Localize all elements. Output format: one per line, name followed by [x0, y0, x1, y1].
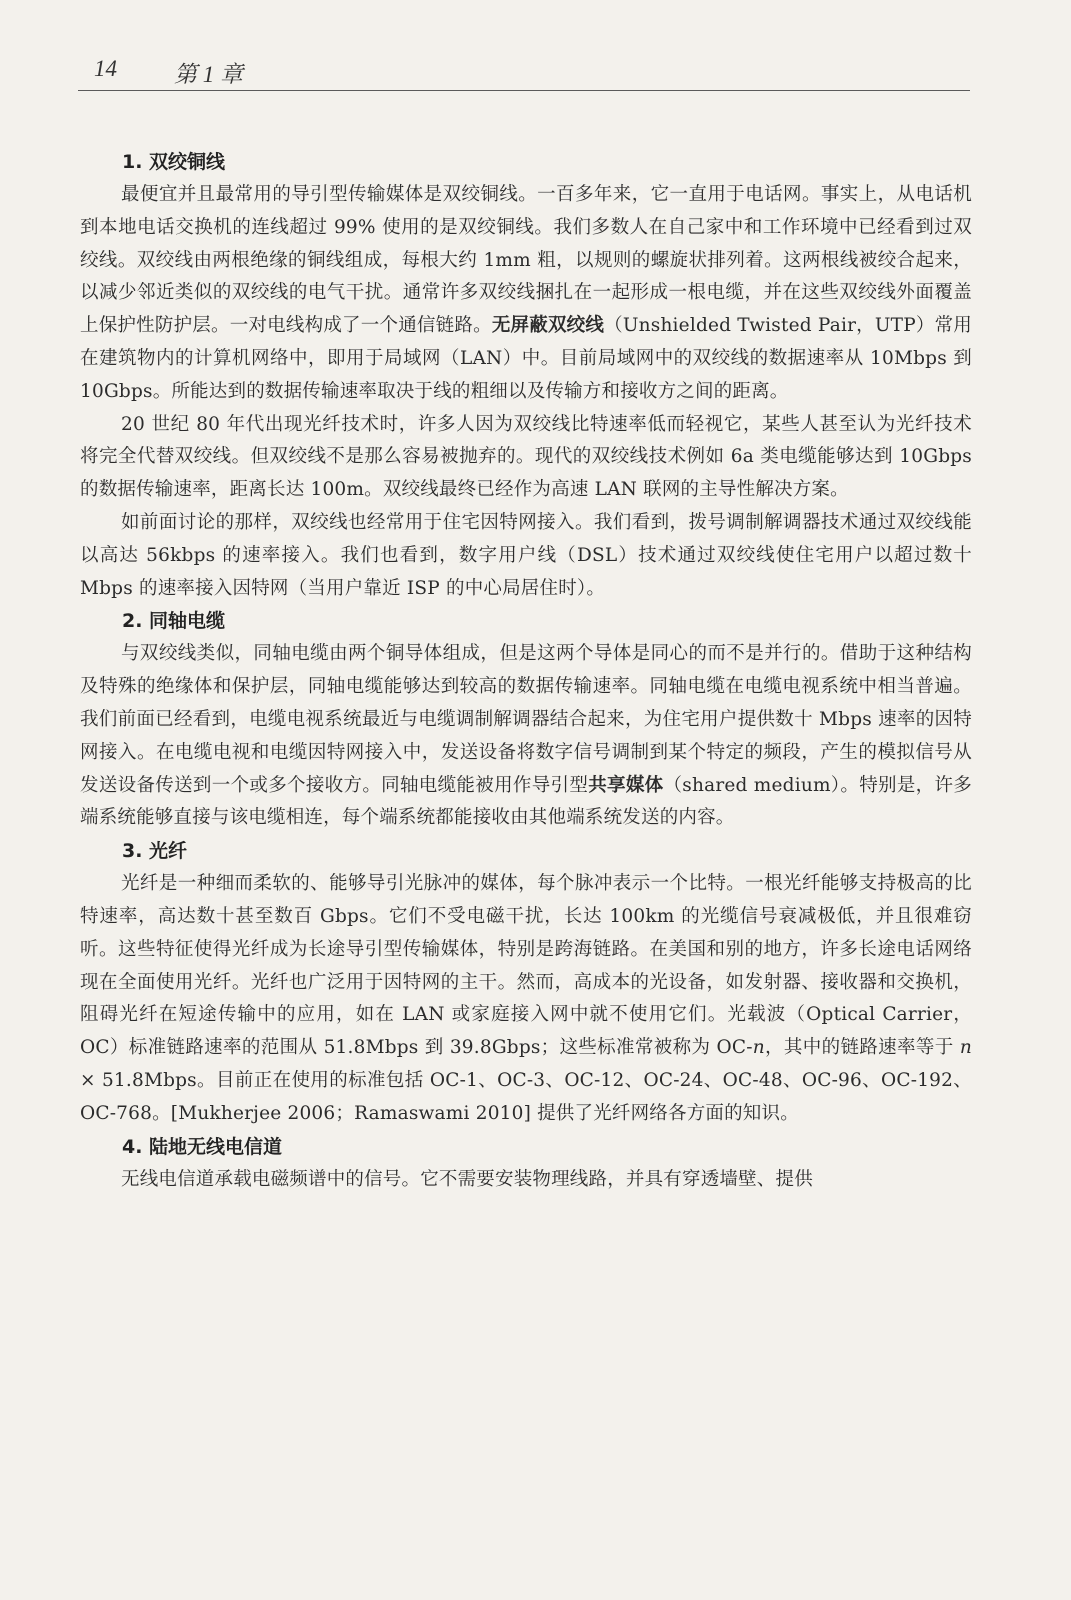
- chapter-label: 第 1 章: [174, 62, 243, 87]
- section-heading: 3. 光纤: [122, 840, 188, 863]
- variable: n: [752, 1037, 765, 1059]
- paragraph: [80, 638, 972, 835]
- key-term: 共享媒体: [588, 774, 664, 796]
- paragraph: [80, 507, 972, 605]
- body-text: [80, 146, 972, 1196]
- text-run: 无线电信道承载电磁频谱中的信号。它不需要安装物理线路，并具有穿透墙壁、提供: [121, 1168, 813, 1190]
- text-run: （shared medium）。特别是，许多端系统能够直接与该电缆相连，每个端系统都能接收由其他端系统发送的内容。: [80, 774, 973, 829]
- section-heading: 1. 双绞铜线: [122, 151, 226, 173]
- key-term: 无屏蔽双绞线: [491, 315, 605, 337]
- page-number: 14: [94, 56, 117, 81]
- text-run: 20 世纪 80 年代出现光纤技术时，许多人因为双绞线比特速率低而轻视它，某些人甚至认为光纤技术将完全代替双绞线。但双绞线不是那么容易被抛弃的。现代的双绞线技术例如 6a 类电缆能够达到 10Gbps 的数据传输速率，距离长达 100m。双绞线最终已经作为高速 LAN 联网的主导性解决方案。: [80, 413, 972, 501]
- text-run: 最便宜并且最常用的导引型传输媒体是双绞铜线。一百多年来，它一直用于电话网。事实上，从电话机到本地电话交换机的连线超过 99% 使用的是双绞铜线。我们多数人在自己家中和工作环境中已经看到过双绞线。双绞线由两根绝缘的铜线组成，每根大约 1mm 粗，以规则的螺旋状排列着。这两根线被绞合起来，以减少邻近类似的双绞线的电气干扰。通常许多双绞线捆扎在一起形成一根电缆，并在这些双绞线外面覆盖上保护性防护层。一对电线构成了一个通信链路。: [80, 184, 972, 337]
- text-run: ，其中的链路速率等于: [764, 1037, 960, 1059]
- text-run: × 51.8Mbps。目前正在使用的标准包括 OC-1、OC-3、OC-12、OC-24、OC-48、OC-96、OC-192、OC-768。[Mukherjee 2006；Ramaswami 2010] 提供了光纤网络各方面的知识。: [80, 1069, 972, 1124]
- text-run: 与双绞线类似，同轴电缆由两个铜导体组成，但是这两个导体是同心的而不是并行的。借助于这种结构及特殊的绝缘体和保护层，同轴电缆能够达到较高的数据传输速率。同轴电缆在电缆电视系统中相当普遍。我们前面已经看到，电缆电视系统最近与电缆调制解调器结合起来，为住宅用户提供数十 Mbps 速率的因特网接入。在电缆电视和电缆因特网接入中，发送设备将数字信号调制到某个特定的频段，产生的模拟信号从发送设备传送到一个或多个接收方。同轴电缆能被用作导引型: [80, 643, 972, 796]
- paragraph: [80, 409, 972, 507]
- paragraph: [80, 868, 972, 1130]
- paragraph: [80, 179, 972, 409]
- text-run: （Unshielded Twisted Pair，UTP）常用在建筑物内的计算机网络中，即用于局域网（LAN）中。目前局域网中的双绞线的数据速率从 10Mbps 到 10Gbps。所能达到的数据传输速率取决于线的粗细以及传输方和接收方之间的距离。: [80, 315, 972, 402]
- paragraph: [80, 1164, 972, 1197]
- text-run: 如前面讨论的那样，双绞线也经常用于住宅因特网接入。我们看到，拨号调制解调器技术通过双绞线能以高达 56kbps 的速率接入。我们也看到，数字用户线（DSL）技术通过双绞线使住宅用户以超过数十 Mbps 的速率接入因特网（当用户靠近 ISP 的中心局居住时）。: [80, 511, 972, 599]
- variable: n: [959, 1037, 972, 1059]
- section-heading: 2. 同轴电缆: [122, 610, 226, 633]
- section-heading: 4. 陆地无线电信道: [122, 1135, 283, 1158]
- text-run: 光纤是一种细而柔软的、能够导引光脉冲的媒体，每个脉冲表示一个比特。一根光纤能够支持极高的比特速率，高达数十甚至数百 Gbps。它们不受电磁干扰，长达 100km 的光缆信号衰减极低，并且很难窃听。这些特征使得光纤成为长途导引型传输媒体，特别是跨海链路。在美国和别的地方，许多长途电话网络现在全面使用光纤。光纤也广泛用于因特网的主干。然而，高成本的光设备，如发射器、接收器和交换机，阻碍光纤在短途传输中的应用，如在 LAN 或家庭接入网中就不使用它们。光载波（Optical Carrier，OC）标准链路速率的范围从 51.8Mbps 到 39.8Gbps；这些标准常被称为 OC-: [80, 873, 972, 1059]
- running-header: [78, 52, 970, 91]
